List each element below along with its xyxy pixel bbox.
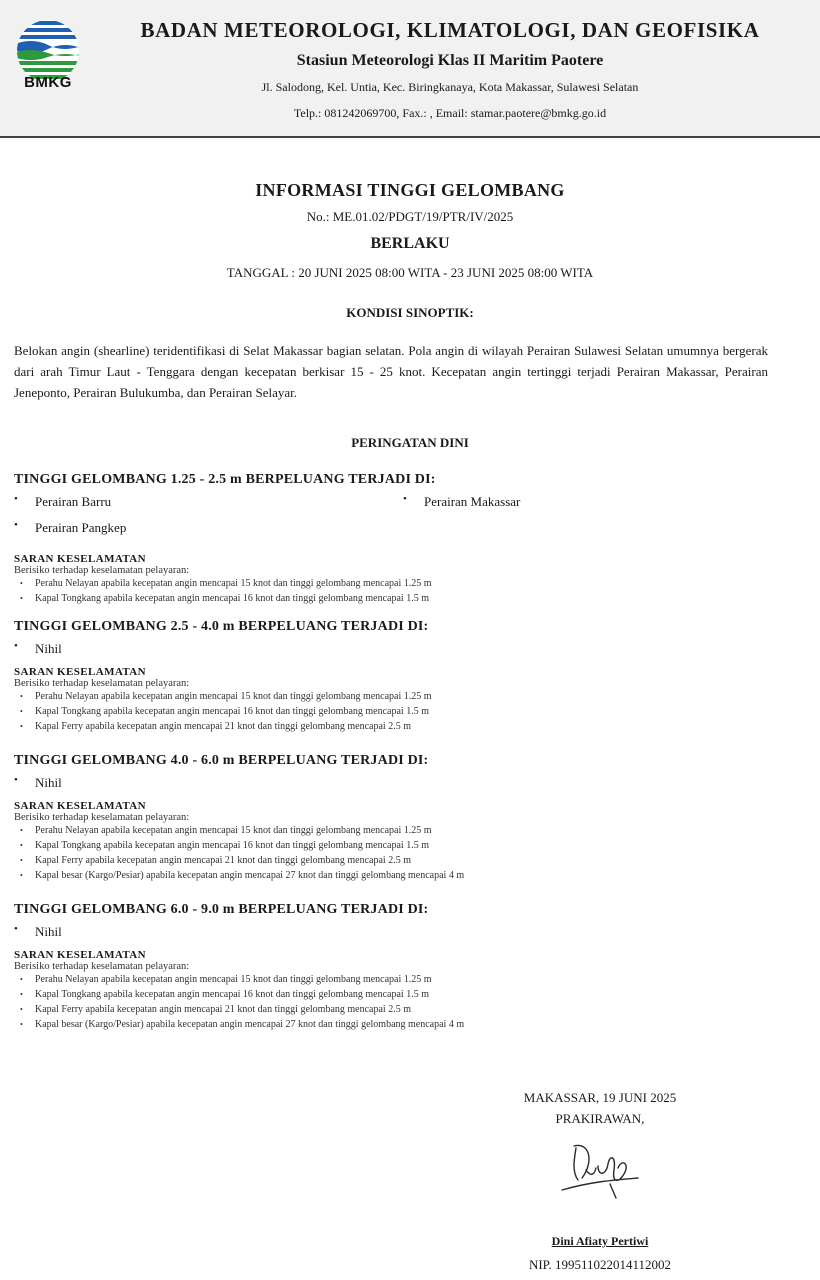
section-heading: TINGGI GELOMBANG 6.0 - 9.0 m BERPELUANG TERJADI DI: — [14, 902, 429, 917]
safety-advice-item: • Kapal Ferry apabila kecepatan angin mencapai 21 knot dan tinggi gelombang mencapai 2.5 m — [14, 1002, 794, 1017]
station-contact: Telp.: 081242069700, Fax.: , Email: stamar.paotere@bmkg.go.id — [293, 106, 607, 120]
section-heading: TINGGI GELOMBANG 4.0 - 6.0 m BERPELUANG TERJADI DI: — [14, 753, 429, 768]
safety-advice-intro: Berisiko terhadap keselamatan pelayaran: — [14, 678, 190, 689]
section-heading: TINGGI GELOMBANG 1.25 - 2.5 m BERPELUANG TERJADI DI: — [14, 472, 436, 487]
safety-advice-item: • Perahu Nelayan apabila kecepatan angin mencapai 15 knot dan tinggi gelombang mencapai 1.25 m — [14, 689, 794, 704]
area-item: • Perairan Barru — [14, 494, 111, 510]
synoptic-text: Belokan angin (shearline) teridentifikasi di Selat Makassar bagian selatan. Pola angin di wilayah Perairan Sulawesi Selatan umumnya bergerak dari arah Timur Laut - Tenggara dengan kecepatan berkisar 15 - 25 knot. Kecepatan angin tertinggi terjadi Perairan Makassar, Perairan Jeneponto, Perairan Bulukumba, dan Perairan Selayar. — [14, 343, 768, 400]
safety-advice-item: • Kapal Ferry apabila kecepatan angin mencapai 21 knot dan tinggi gelombang mencapai 2.5 m — [14, 853, 794, 868]
safety-advice-list — [14, 576, 794, 606]
early-warning-title: PERINGATAN DINI — [351, 435, 469, 450]
signer-nip: NIP. 199511022014112002 — [528, 1257, 672, 1272]
safety-advice-item: • Kapal Tongkang apabila kecepatan angin mencapai 16 knot dan tinggi gelombang mencapai 1.5 m — [14, 987, 794, 1002]
area-item: • Nihil — [14, 924, 794, 940]
wave-section-3 — [14, 753, 794, 883]
safety-advice-item: • Kapal Tongkang apabila kecepatan angin mencapai 16 knot dan tinggi gelombang mencapai 1.5 m — [14, 838, 794, 853]
safety-advice-title: SARAN KESELAMATAN — [14, 800, 146, 812]
letterhead — [0, 0, 820, 138]
safety-advice-item: • Perahu Nelayan apabila kecepatan angin mencapai 15 knot dan tinggi gelombang mencapai 1.25 m — [14, 823, 794, 838]
wave-section-4 — [14, 902, 794, 1032]
safety-advice-item: • Perahu Nelayan apabila kecepatan angin mencapai 15 knot dan tinggi gelombang mencapai 1.25 m — [14, 576, 794, 591]
area-list — [14, 641, 794, 657]
area-item: • Nihil — [14, 641, 794, 657]
safety-advice-list — [14, 689, 794, 734]
validity-period: TANGGAL : 20 JUNI 2025 08:00 WITA - 23 JUNI 2025 08:00 WITA — [226, 265, 594, 280]
safety-advice-item: • Kapal besar (Kargo/Pesiar) apabila kecepatan angin mencapai 27 knot dan tinggi gelombang mencapai 4 m — [14, 868, 794, 883]
safety-advice-item: • Kapal besar (Kargo/Pesiar) apabila kecepatan angin mencapai 27 knot dan tinggi gelombang mencapai 4 m — [14, 1017, 794, 1032]
document-title: INFORMASI TINGGI GELOMBANG — [255, 180, 565, 200]
safety-advice-intro: Berisiko terhadap keselamatan pelayaran: — [14, 961, 190, 972]
safety-advice-item: • Perahu Nelayan apabila kecepatan angin mencapai 15 knot dan tinggi gelombang mencapai 1.25 m — [14, 972, 794, 987]
wave-section-2 — [14, 619, 794, 734]
area-list — [14, 775, 794, 791]
handwritten-signature — [560, 1140, 640, 1202]
safety-advice-title: SARAN KESELAMATAN — [14, 553, 146, 565]
safety-advice-item: • Kapal Ferry apabila kecepatan angin mencapai 21 knot dan tinggi gelombang mencapai 2.5 m — [14, 719, 794, 734]
signer-name: Dini Afiaty Pertiwi — [551, 1234, 649, 1248]
safety-advice-intro: Berisiko terhadap keselamatan pelayaran: — [14, 812, 190, 823]
safety-advice-item: • Kapal Tongkang apabila kecepatan angin mencapai 16 knot dan tinggi gelombang mencapai 1.5 m — [14, 591, 794, 606]
wave-section-1 — [14, 472, 794, 606]
logo-text: BMKG — [24, 74, 72, 91]
safety-advice-item: • Kapal Tongkang apabila kecepatan angin mencapai 16 knot dan tinggi gelombang mencapai 1.5 m — [14, 704, 794, 719]
agency-name: BADAN METEOROLOGI, KLIMATOLOGI, DAN GEOFISIKA — [140, 18, 760, 42]
station-address: Jl. Salodong, Kel. Untia, Kec. Biringkanaya, Kota Makassar, Sulawesi Selatan — [261, 80, 639, 94]
safety-advice-list — [14, 972, 794, 1032]
document-number: No.: ME.01.02/PDGT/19/PTR/IV/2025 — [306, 209, 514, 224]
synoptic-title: KONDISI SINOPTIK: — [346, 305, 474, 320]
signer-role: PRAKIRAWAN, — [555, 1111, 645, 1126]
safety-advice-title: SARAN KESELAMATAN — [14, 666, 146, 678]
area-item: • Perairan Pangkep — [14, 520, 126, 536]
station-name: Stasiun Meteorologi Klas II Maritim Paotere — [296, 52, 604, 69]
section-heading: TINGGI GELOMBANG 2.5 - 4.0 m BERPELUANG TERJADI DI: — [14, 619, 429, 634]
area-item: • Nihil — [14, 775, 794, 791]
signing-place-date: MAKASSAR, 19 JUNI 2025 — [523, 1090, 677, 1105]
safety-advice-intro: Berisiko terhadap keselamatan pelayaran: — [14, 565, 190, 576]
area-item: • Perairan Makassar — [403, 494, 520, 510]
area-list — [14, 494, 794, 544]
safety-advice-list — [14, 823, 794, 883]
validity-label: BERLAKU — [370, 235, 450, 252]
area-list — [14, 924, 794, 940]
safety-advice-title: SARAN KESELAMATAN — [14, 949, 146, 961]
